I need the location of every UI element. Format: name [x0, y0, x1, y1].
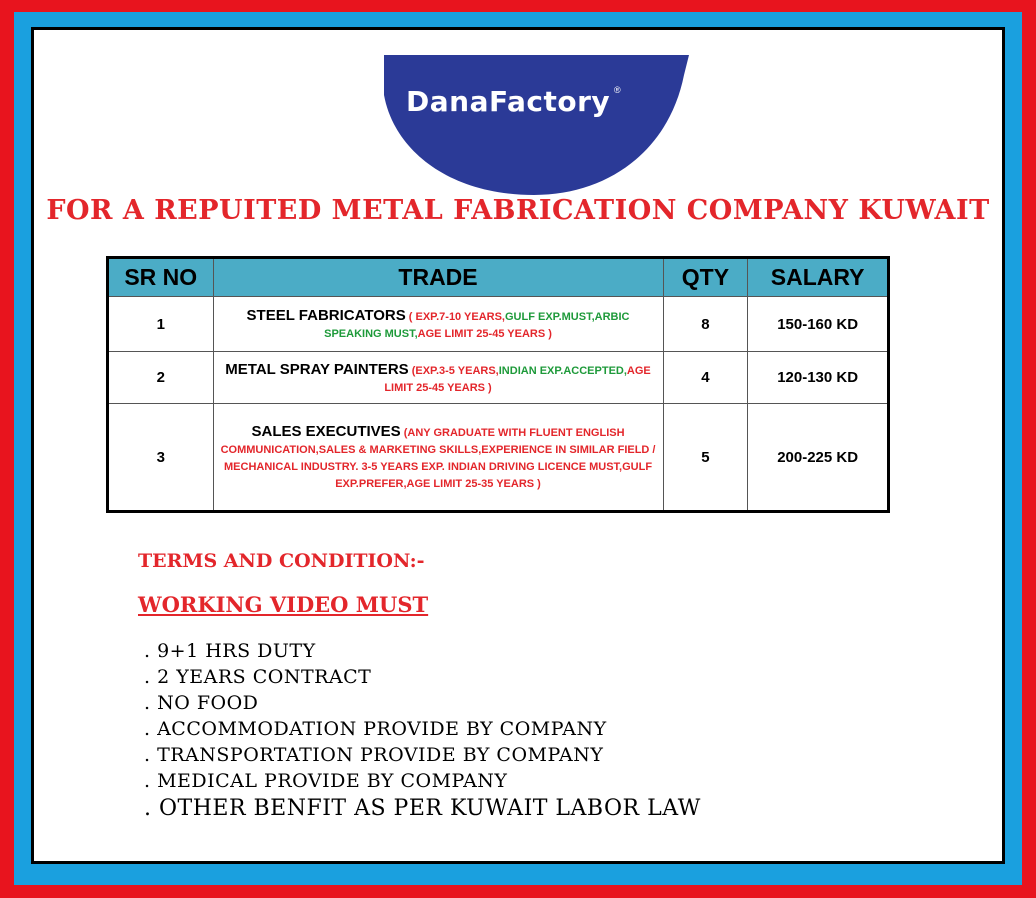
logo-registered-mark: ® — [614, 85, 621, 95]
terms-title: TERMS AND CONDITION:- — [138, 550, 425, 572]
poster-panel — [31, 27, 1005, 864]
sr-cell: 1 — [108, 297, 214, 352]
salary-cell: 200-225 KD — [748, 404, 889, 512]
trade-cell — [213, 297, 663, 352]
logo-badge-shape — [384, 55, 714, 203]
list-item: . NO FOOD — [144, 692, 259, 714]
list-item: . MEDICAL PROVIDE BY COMPANY — [144, 770, 508, 792]
qty-cell: 5 — [663, 404, 748, 512]
trade-cell — [213, 404, 663, 512]
trade-detail: GULF EXP.MUST,ARBIC SPEAKING MUST, — [324, 311, 630, 340]
trade-detail: (ANY GRADUATE WITH FLUENT ENGLISH COMMUNICATION,SALES & MARKETING SKILLS,EXPERIENCE IN SIMILAR FIELD / MECHANICAL INDUSTRY. 3-5 YEARS EXP. INDIAN DRIVING LICENCE MUST,GULF EXP.PREFER,AGE LIMIT 25-35 YEARS ) — [220, 427, 656, 490]
jobs-table — [106, 256, 890, 513]
table-row — [108, 297, 889, 352]
table-header-row — [108, 258, 889, 297]
qty-cell: 4 — [663, 352, 748, 404]
trade-name: STEEL FABRICATORS — [246, 307, 406, 324]
company-logo — [384, 55, 714, 203]
trade-detail: AGE LIMIT 25-45 YEARS ) — [417, 328, 552, 340]
sr-cell: 3 — [108, 404, 214, 512]
qty-cell: 8 — [663, 297, 748, 352]
header-qty: QTY — [663, 258, 748, 297]
salary-cell: 120-130 KD — [748, 352, 889, 404]
list-item: . TRANSPORTATION PROVIDE BY COMPANY — [144, 744, 604, 766]
page-title: FOR A REPUITED METAL FABRICATION COMPANY KUWAIT — [46, 195, 990, 226]
list-item: . OTHER BENFIT AS PER KUWAIT LABOR LAW — [144, 796, 701, 821]
salary-cell: 150-160 KD — [748, 297, 889, 352]
working-video-must: WORKING VIDEO MUST — [138, 592, 429, 617]
trade-detail: (EXP.3-5 YEARS, — [408, 364, 499, 377]
header-sr-no: SR NO — [108, 258, 214, 297]
table-row — [108, 352, 889, 404]
list-item: . 9+1 HRS DUTY — [144, 640, 316, 662]
header-salary: SALARY — [748, 258, 889, 297]
table-row — [108, 404, 889, 512]
list-item: . ACCOMMODATION PROVIDE BY COMPANY — [144, 718, 607, 740]
sr-cell: 2 — [108, 352, 214, 404]
trade-detail: INDIAN EXP.ACCEPTED, — [498, 364, 627, 377]
logo-text: DanaFactory — [406, 85, 611, 118]
trade-detail: ( EXP.7-10 YEARS, — [405, 311, 505, 323]
trade-name: METAL SPRAY PAINTERS — [225, 360, 409, 378]
header-trade: TRADE — [213, 258, 663, 297]
trade-detail: AGE LIMIT 25-45 YEARS ) — [384, 364, 651, 394]
trade-cell — [213, 352, 663, 404]
terms-list — [144, 638, 701, 824]
list-item: . 2 YEARS CONTRACT — [144, 666, 372, 688]
trade-name: SALES EXECUTIVES — [251, 423, 401, 440]
